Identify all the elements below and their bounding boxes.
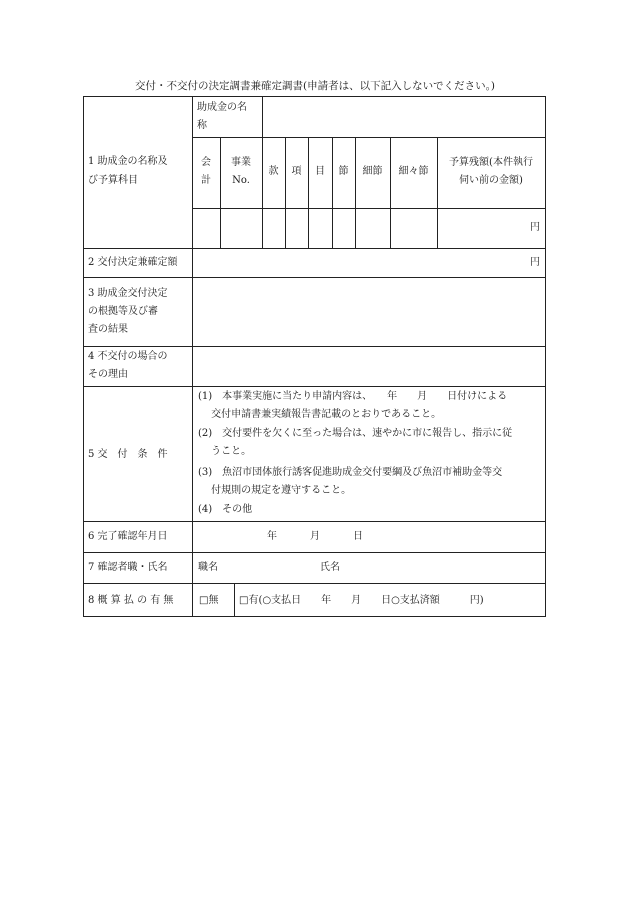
row-divider bbox=[192, 208, 545, 209]
col-jigyo-line2: No. bbox=[232, 175, 250, 186]
row7-label: 7 確認者職・氏名 bbox=[88, 562, 168, 573]
col-kou: 項 bbox=[291, 166, 302, 177]
col-setsu: 節 bbox=[338, 166, 349, 177]
column-divider bbox=[390, 137, 391, 248]
document-title: 交付・不交付の決定調書兼確定調書(申請者は、以下記入しないでください。) bbox=[135, 80, 495, 92]
row-divider bbox=[84, 521, 545, 522]
column-divider bbox=[262, 137, 263, 248]
row5-label: 5 交 付 条 件 bbox=[88, 449, 168, 460]
condition-item-4: (4) その他 bbox=[198, 504, 253, 515]
condition-item-2-line2: うこと。 bbox=[198, 446, 252, 457]
column-divider bbox=[234, 583, 235, 616]
grant-name-label-line2: 称 bbox=[197, 120, 207, 131]
column-divider bbox=[262, 97, 263, 137]
condition-item-1-line2: 交付申請書兼実績報告書記載のとおりであること。 bbox=[198, 409, 442, 420]
row-divider bbox=[84, 386, 545, 387]
row-divider bbox=[84, 552, 545, 553]
column-divider bbox=[355, 137, 356, 248]
row-divider bbox=[192, 137, 545, 138]
row1-label-line1: 1 助成金の名称及 bbox=[88, 156, 168, 167]
condition-item-2-line1: (2) 交付要件を欠くに至った場合は、速やかに市に報告し、指示に従 bbox=[198, 428, 513, 439]
date-day: 日 bbox=[353, 531, 363, 542]
condition-item-3-line1: (3) 魚沼市団体旅行誘客促進助成金交付要綱及び魚沼市補助金等交 bbox=[198, 467, 503, 478]
col-zandaka-line1: 予算残額(本件執行 bbox=[449, 157, 533, 168]
advance-none-label: 無 bbox=[208, 595, 219, 606]
yen-unit: 円 bbox=[530, 257, 540, 268]
row-divider bbox=[84, 346, 545, 347]
row3-label-line2: の根拠等及び審 bbox=[88, 306, 158, 317]
col-zandaka-line2: 伺い前の金額) bbox=[459, 175, 523, 186]
row2-label: 2 交付決定兼確定額 bbox=[88, 257, 178, 268]
column-divider bbox=[308, 137, 309, 248]
row-divider bbox=[84, 583, 545, 584]
col-moku: 目 bbox=[315, 166, 325, 177]
col-saisetsu: 細節 bbox=[362, 166, 383, 177]
row8-label: 8 概 算 払 の 有 無 bbox=[88, 595, 174, 606]
advance-yes-option[interactable] bbox=[239, 592, 484, 609]
col-kan: 款 bbox=[268, 166, 279, 177]
grant-name-field[interactable] bbox=[264, 99, 542, 135]
col-kaikei-line1: 会 bbox=[201, 157, 211, 168]
row3-label-line1: 3 助成金交付決定 bbox=[88, 288, 168, 299]
advance-yes-label: 有(○支払日 年 月 日○支払済額 円) bbox=[248, 595, 484, 606]
column-divider bbox=[285, 137, 286, 248]
date-month: 月 bbox=[310, 531, 320, 542]
col-jigyo-line1: 事業 bbox=[231, 157, 251, 168]
grant-name-label-line1: 助成金の名 bbox=[197, 102, 247, 113]
row-divider bbox=[84, 277, 545, 278]
row6-label: 6 完了確認年月日 bbox=[88, 531, 168, 542]
condition-item-3-line2: 付規則の規定を遵守すること。 bbox=[198, 485, 352, 496]
row4-label-line1: 4 不交付の場合の bbox=[88, 351, 168, 362]
col-kaikei-line2: 計 bbox=[201, 175, 211, 186]
column-divider bbox=[332, 137, 333, 248]
condition-item-1-line1: (1) 本事業実施に当たり申請内容は、 年 月 日付けによる bbox=[198, 391, 508, 402]
confirmer-title-label: 職名 bbox=[198, 562, 218, 573]
yen-unit: 円 bbox=[530, 222, 540, 233]
checkbox-icon[interactable]: □ bbox=[239, 595, 249, 606]
date-year: 年 bbox=[267, 531, 277, 542]
col-saisaisetsu: 細々節 bbox=[398, 166, 429, 177]
row1-label-line2: び予算科目 bbox=[88, 175, 138, 186]
row-divider bbox=[84, 248, 545, 249]
confirmer-name-label: 氏名 bbox=[320, 562, 340, 573]
checkbox-icon[interactable]: □ bbox=[199, 595, 209, 606]
row4-label-line2: その理由 bbox=[88, 369, 128, 380]
decision-form-table bbox=[83, 96, 546, 617]
advance-none-option[interactable] bbox=[199, 592, 218, 609]
row3-label-line3: 査の結果 bbox=[88, 324, 128, 335]
